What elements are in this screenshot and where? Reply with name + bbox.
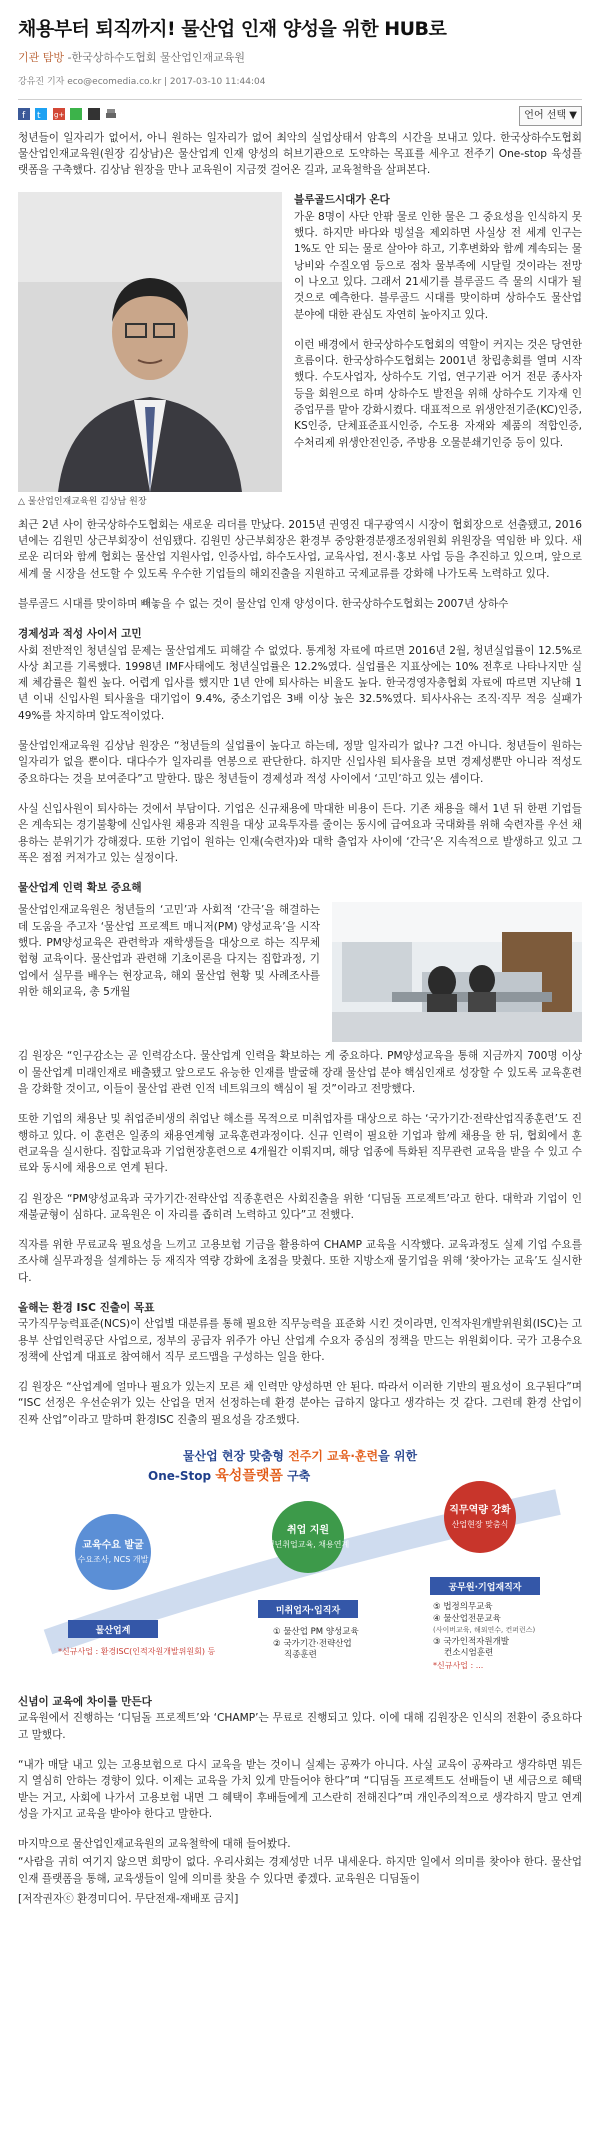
diagram-title: 물산업 현장 맞춤형 전주기 교육·훈련을 위한 <box>182 1449 418 1464</box>
svg-text:(사이버교육, 해외연수, 컨퍼런스): (사이버교육, 해외연수, 컨퍼런스) <box>433 1626 536 1635</box>
byline: 강유진 기자 eco@ecomedia.co.kr | 2017-03-10 11:44:04 <box>18 74 582 99</box>
svg-text:취업 지원: 취업 지원 <box>286 1525 330 1537</box>
paragraph-s4-1: 국가직무능력표준(NCS)이 산업별 대분류를 통해 필요한 직무능력을 표준화 시킨 것이라면, 인적자원개발위원회(ISC)는 고용부 산업인력공단 사업으로, 정부의 공급자 위주가 아닌 산업계 수요자 중심의 정책을 만드는 위원회이다. 국가 고용수요 정책에 산업계 대표로 참여해서 직무 로드맵을 구성하는 일을 한다. <box>18 1318 582 1363</box>
paragraph-s1-2: 이런 배경에서 한국상하수도협회의 역할이 커지는 것은 당연한 흐름이다. 한국상하수도협회는 2001년 창립총회를 열며 시작했다. 수도사업자, 상하수도 기업, 연구기관 어거 전문 종사자 등을 회원으로 하며 상하수도 발전을 위해 상하수도 기자재 인증업무를 맡아 강화시켰다. 대표적으로 위생안전기준(KC)인증, KS인증, 단체표준표시인증, 수도용 자재와 제품의 적합인증, 수처리제 위생안전인증, 주방용 오물분쇄기인증 등이 있다. <box>294 338 582 449</box>
diagram-circle-competency <box>444 1481 516 1553</box>
section-heading-4: 올해는 환경 ISC 진출이 목표 <box>18 1301 155 1314</box>
paragraph-s5-2: “내가 매달 내고 있는 고용보험으로 다시 교육을 받는 것이니 실제는 공짜가 아니다. 사실 교육이 공짜라고 생각하면 뭐든지 열심히 안하는 경향이 있다. 이제는 교육을 가치 있게 만들어야 한다”며 “디딤돌 프로젝트도 선배들이 낸 세금으로 혜택 받는 거고, 사회에 나가서 고용보험 내면 그 혜택이 후배들에게 고스란히 전해진다”며 개인주의적으로 생각하지 말고 연계성을 가지고 교육을 받아야 한다고 말한다. <box>18 1758 582 1820</box>
svg-text:*신규사업 : ...: *신규사업 : ... <box>433 1661 484 1671</box>
office-photo <box>332 902 582 1042</box>
bookmark-icon[interactable] <box>88 108 100 120</box>
paragraph-s3-2: 김 원장은 “인구감소는 곧 인력감소다. 물산업계 인력을 확보하는 게 중요하다. PM양성교육을 통해 지금까지 700명 이상이 물산업계 미래인재로 배출됐고 앞으로도 유능한 인재를 발굴해 장래 물산업 분야 핵심인재로 성장할 수 있도록 교육훈련을 강화할 것이고, 이들이 물산업 관련 인적 네트워크의 핵심이 될 것”이라고 전망했다. <box>18 1050 582 1096</box>
svg-text:f: f <box>22 110 26 120</box>
section-heading-5: 신념이 교육에 차이를 만든다 <box>18 1696 152 1709</box>
category-link[interactable]: 기관 탐방 <box>18 51 65 64</box>
share-toolbar <box>18 106 582 130</box>
language-select[interactable]: 언어 선택 ▼ <box>519 106 582 126</box>
svg-text:g+: g+ <box>53 110 65 119</box>
svg-text:⑤ 법정의무교육: ⑤ 법정의무교육 <box>433 1602 493 1613</box>
svg-text:교육수요 발굴: 교육수요 발굴 <box>82 1540 144 1552</box>
tags-link[interactable]: -한국상하수도협회 물산업인재교육원 <box>67 51 245 64</box>
paragraph-s3-4: 김 원장은 “PM양성교육과 국가기간·전략산업 직종훈련은 사회진출을 위한 ‘디딤돌 프로젝트’라고 한다. 대학과 기업이 인재불균형이 심하다. 교육원은 이 자리를 좁히려 노력하고 있다”고 전했다. <box>18 1192 582 1221</box>
article-title: 채용부터 퇴직까지! 물산업 인재 양성을 위한 HUB로 <box>18 18 447 40</box>
svg-text:산업현장 맞춤식: 산업현장 맞춤식 <box>451 1520 509 1530</box>
paragraph-s5-1: 교육원에서 진행하는 ‘디딤돌 프로젝트’와 ‘CHAMP’는 무료로 진행되고 있다. 이에 대해 김원장은 인식의 전환이 중요하다고 말했다. <box>18 1712 582 1741</box>
svg-text:공무원·기업재직자: 공무원·기업재직자 <box>448 1583 522 1594</box>
svg-text:직무역량 강화: 직무역량 강화 <box>449 1505 511 1517</box>
section-heading-3: 물산업계 인력 확보 중요해 <box>18 882 142 895</box>
diagram-circle-employment <box>272 1501 344 1573</box>
paragraph-s5-4: “사람을 귀히 여기지 않으면 희망이 없다. 우리사회는 경제성만 너무 내세운다. 하지만 일에서 의미를 찾아야 한다. 물산업 인재 플랫폼을 통해, 교육생들이 일에 의미를 찾을 수 있다면 좋겠다. 교육원은 디딤돌이 <box>18 1856 582 1885</box>
paragraph-s3-1: 물산업인재교육원은 청년들의 ‘고민’과 사회적 ‘간극’을 해결하는데 도움을 주고자 ‘물산업 프로젝트 매니저(PM) 양성교육’을 시작했다. PM양성교육은 관련학과 재학생들을 대상으로 하는 직무체험형 교육이다. 물산업과 관련해 기초이론을 다지는 집합과정, 기업에서 실무를 배우는 현장교육, 해외 물산업 현황 및 사례조사를 위한 해외교육, 총 5개월 <box>18 904 320 998</box>
svg-text:직종훈련: 직종훈련 <box>284 1650 317 1661</box>
blog-icon[interactable] <box>70 108 82 120</box>
portrait-figure <box>18 192 282 510</box>
paragraph-s2-3: 사실 신입사원이 퇴사하는 것에서 부담이다. 기업은 신규채용에 막대한 비용이 든다. 기존 채용을 해서 1년 뒤 한편 기업들은 계속되는 경기불황에 신입사원 채용과 직원을 대상 교육투자를 줄이는 동시에 급여요과 국대화를 위해 숙련자를 우선 채용하는 분위기가 강해졌다. 또한 기업이 원하는 인재(숙련자)와 대학 출업자 사이에 ‘간극’은 지속적으로 발생하고 있고 그 폭은 점점 커져가고 있는 실정이다. <box>18 802 582 864</box>
portrait-caption: △ 물산업인재교육원 김상남 원장 <box>18 497 147 508</box>
svg-text:수요조사, NCS 개발: 수요조사, NCS 개발 <box>77 1555 149 1565</box>
paragraph-s3-5: 직자를 위한 무료교육 필요성을 느끼고 고용보험 기금을 활용하여 CHAMP 교육을 시작했다. 교육과정도 실제 기업 수요를 조사해 실무과정을 설계하는 등 재직자 역량 강화에 초점을 맞췄다. 또한 지방소재 물기업을 위해 ‘찾아가는 교육’도 실시한다. <box>18 1239 582 1284</box>
diagram-subtitle: One-Stop 육성플랫폼 구축 <box>148 1468 311 1485</box>
intro-paragraph: 청년들이 일자리가 없어서, 아니 원하는 일자리가 없어 최악의 실업상태서 암흑의 시간을 보내고 있다. 한국상하수도협회 물산업인재교육원(원장 김상남)은 물산업계 인재 양성의 허브기관으로 도약하는 목표를 세우고 전주기 One-stop 육성플랫폼을 구축했다. 김상남 원장을 만나 교육원이 지금껏 걸어온 길과, 교육철학을 살펴본다. <box>18 131 582 177</box>
article-meta <box>18 50 582 66</box>
paragraph-s3-3: 또한 기업의 채용난 및 취업준비생의 취업난 해소를 목적으로 미취업자를 대상으로 하는 ‘국가기간·전략산업직종훈련’도 진행하고 있다. 이 훈련은 일종의 채용연계형 교육훈련과정이다. 신규 인력이 필요한 기업과 함께 채용을 한 뒤, 협회에서 훈련교육을 실시한다. 집합교육과 기업현장훈련으로 4개월간 이뤄지며, 해당 업종에 특화된 직무관련 교육을 받을 수 있고 수료와 동시에 채용으로 연계 된다. <box>18 1113 582 1175</box>
paragraph-s5-3: 마지막으로 물산업인재교육원의 교육철학에 대해 들어봤다. <box>18 1838 291 1851</box>
svg-text:t: t <box>37 110 41 120</box>
copyright-notice: [저작권자ⓒ 환경미디어. 무단전재-재배포 금지] <box>18 1893 239 1906</box>
platform-diagram <box>18 1442 582 1682</box>
paragraph-s1-3: 최근 2년 사이 한국상하수도협회는 새로운 리더를 만났다. 2015년 권영진 대구광역시 시장이 협회장으로 선출됐고, 2016년에는 김원민 상근부회장이 선임됐다. 김원민 상근부회장은 환경부 중앙환경분쟁조정위원회 위원장을 역임한 바 있다. 새로운 리더와 함께 협회는 물산업 지원사업, 인증사업, 하수도사업, 교육사업, 전시·홍보 사업 등을 추진하고 있으며, 앞으로 세계 물 시장을 선도할 수 있도록 우수한 기업들의 해외진출을 지원하고 국제교류를 강화해 나가도록 노력하고 있다. <box>18 518 582 580</box>
svg-text:컨소시엄훈련: 컨소시엄훈련 <box>444 1648 494 1659</box>
svg-text:청년취업교육, 채용연계: 청년취업교육, 채용연계 <box>266 1540 350 1550</box>
facebook-icon[interactable] <box>18 108 30 120</box>
svg-text:② 국가기간·전략산업: ② 국가기간·전략산업 <box>273 1639 352 1650</box>
section-heading-2: 경제성과 적성 사이서 고민 <box>18 628 142 641</box>
twitter-icon[interactable] <box>35 108 47 120</box>
diagram-circle-demand <box>75 1514 151 1590</box>
office-figure <box>332 902 582 1042</box>
paragraph-s4-2: 김 원장은 “산업계에 얼마나 필요가 있는지 모른 채 인력만 양성하면 안 된다. 따라서 이러한 기반의 필요성이 요구된다”며 “ISC 선정은 우선순위가 있는 산업을 먼저 선정하는데 환경 분야는 급하지 않다고 생각하는 것 같다. 그런데 환경 산업이 진짜 산업”이라고 말하며 환경ISC 진출의 필요성을 강조했다. <box>18 1381 582 1426</box>
print-icon[interactable] <box>105 108 117 120</box>
google-plus-icon[interactable] <box>53 108 65 120</box>
paragraph-s2-1: 사회 전반적인 청년실업 문제는 물산업계도 피해갈 수 없었다. 통계청 자료에 따르면 2016년 2월, 청년실업률이 12.5%로 사상 최고를 기록했다. 1998년 IMF사태에도 청년실업률은 12.2%였다. 실업률은 지표상에는 10% 전후로 나타나지만 실제 체감률은 훨씬 높다. 어렵게 입사를 했지만 1년 안에 퇴사하는 비율도 높다. 한국경영자총협회 자료에 따르면 지난해 1년 이내 신입사원 퇴사율을 대기업이 9.4%, 중소기업은 3배 이상 높은 32.5%였다. 퇴사사유는 조직·직무 적응 실패가 49%를 차지하며 압도적이었다. <box>18 644 582 722</box>
svg-text:① 물산업 PM 양성교육: ① 물산업 PM 양성교육 <box>273 1627 359 1638</box>
paragraph-s1-4: 블루골드 시대를 맞이하며 빼놓을 수 없는 것이 물산업 인재 양성이다. 한국상하수도협회는 2007년 상하수 <box>18 597 509 610</box>
paragraph-s1-1: 가운 8명이 사단 안팎 물로 인한 물은 그 중요성을 인식하지 못했다. 하지만 바다와 빙설을 제외하면 사실상 전 세계 인구는 1%도 안 되는 물로 살아야 하고, 기후변화와 함께 계속되는 물 낭비와 수질오염 등으로 점차 물부족에 시달릴 것이라는 전망이 나오고 있다. 그래서 21세기를 블루골드 즉 물의 시대가 될 것으로 예측한다. 블루골드 시대를 맞이하며 상하수도 물산업 분야에 대한 관심도 자연히 높아지고 있다. <box>294 210 582 321</box>
portrait-photo <box>18 192 282 492</box>
svg-text:물산업계: 물산업계 <box>95 1626 131 1637</box>
paragraph-s2-2: 물산업인재교육원 김상남 원장은 “청년들의 실업률이 높다고 하는데, 정말 일자리가 없나? 그건 아니다. 청년들이 원하는 일자리가 없을 뿐이다. 대다수가 일자리를 연봉으로 판단한다. 하지만 신입사원 퇴사율을 보면 경제성뿐만 아니라 적성도 중요하다는 것을 보여준다”고 말한다. 많은 청년들이 경제성과 적성 사이에서 ‘고민’하고 있는 셈이다. <box>18 740 582 785</box>
svg-text:③ 국가인적자원개발: ③ 국가인적자원개발 <box>433 1637 510 1648</box>
svg-text:미취업자·입직자: 미취업자·입직자 <box>275 1606 341 1617</box>
svg-text:*신규사업 : 환경ISC(인적자원개발위원회) 등: *신규사업 : 환경ISC(인적자원개발위원회) 등 <box>58 1647 216 1657</box>
section-heading-1: 블루골드시대가 온다 <box>294 194 390 207</box>
svg-text:④ 물산업전문교육: ④ 물산업전문교육 <box>433 1614 501 1625</box>
